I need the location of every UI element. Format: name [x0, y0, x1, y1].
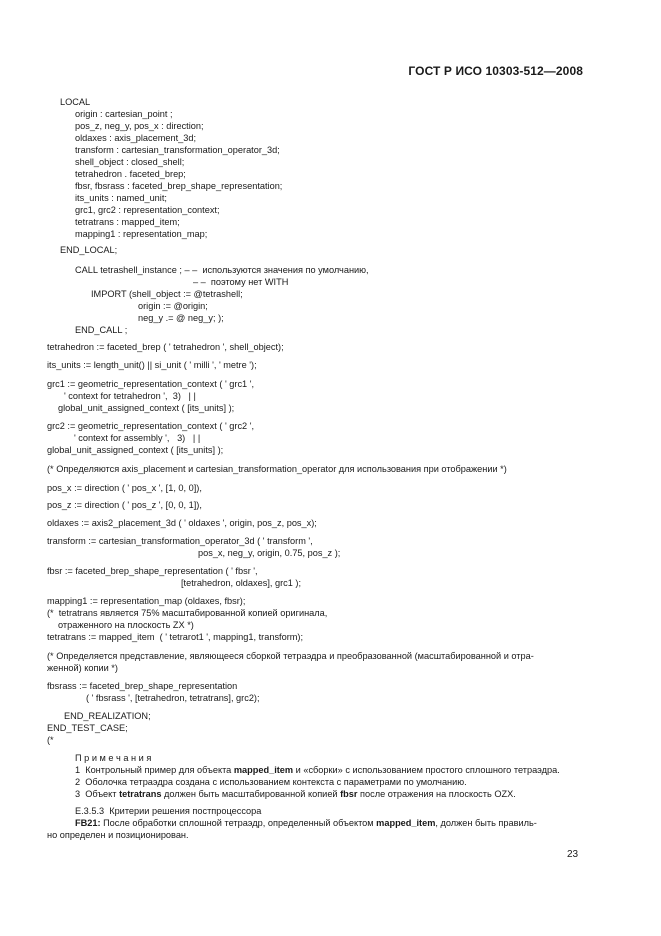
standard-header: ГОСТ Р ИСО 10303-512—2008: [408, 64, 583, 78]
code-fbsr-line-1: fbsr := faceted_brep_shape_representation ( ' fbsr ',: [47, 566, 258, 576]
code-end-local: END_LOCAL;: [60, 245, 118, 255]
local-var-line: origin : cartesian_point ;: [75, 109, 173, 119]
code-tetratrans: tetratrans := mapped_item ( ' tetrarot1 ', mapping1, transform);: [47, 632, 304, 642]
local-var-line: pos_z, neg_y, pos_x : direction;: [75, 121, 204, 131]
code-import-line-3: neg_y .= @ neg_y; );: [138, 313, 224, 323]
notes-title: П р и м е ч а н и я: [75, 753, 152, 763]
code-local: LOCAL: [60, 97, 91, 107]
code-fbsrass-line-2: ( ' fbsrass ', [tetrahedron, tetratrans], grc2);: [86, 693, 260, 703]
code-pos-x: pos_x := direction ( ' pos_x ', [1, 0, 0]),: [47, 483, 202, 493]
code-grc1-line-1: grc1 := geometric_representation_context ( ' grc1 ',: [47, 379, 255, 389]
local-var-line: fbsr, fbsrass : faceted_brep_shape_representation;: [75, 181, 283, 191]
local-var-line: shell_object : closed_shell;: [75, 157, 185, 167]
local-var-line: grc1, grc2 : representation_context;: [75, 205, 220, 215]
code-end-realization: END_REALIZATION;: [64, 711, 151, 721]
code-mapping1: mapping1 := representation_map (oldaxes, fbsr);: [47, 596, 246, 606]
local-var-line: transform : cartesian_transformation_operator_3d;: [75, 145, 280, 155]
code-grc1-line-3: global_unit_assigned_context ( [its_units] );: [58, 403, 235, 413]
local-var-line: mapping1 : representation_map;: [75, 229, 208, 239]
code-end-test-case: END_TEST_CASE;: [47, 723, 128, 733]
code-transform-line-1: transform := cartesian_transformation_operator_3d ( ' transform ',: [47, 536, 313, 546]
fb21-paragraph-line-1: FB21: После обработки сплошной тетраэдр, определенный объектом mapped_item, должен быть правиль-: [75, 818, 537, 828]
local-var-line: its_units : named_unit;: [75, 193, 167, 203]
code-grc2-line-2: ' context for assembly ', 3) | |: [74, 433, 201, 443]
fb21-paragraph-line-2: но определен и позиционирован.: [47, 830, 189, 840]
note-2: 2 Оболочка тетраэдра создана с использованием контекста с параметрами по умолчанию.: [75, 777, 467, 787]
code-import-line-2: origin := @origin;: [138, 301, 208, 311]
page-number: 23: [567, 849, 579, 860]
code-its-units: its_units := length_unit() || si_unit ( ' milli ', ' metre ');: [47, 360, 257, 370]
code-comment-3-line-2: женной) копии *): [47, 663, 118, 673]
code-comment-2-line-1: (* tetratrans является 75% масштабированной копией оригинала,: [47, 608, 328, 618]
code-grc2-line-3: global_unit_assigned_context ( [its_units] );: [47, 445, 224, 455]
code-pos-z: pos_z := direction ( ' pos_z ', [0, 0, 1]),: [47, 500, 202, 510]
code-call-line-2: – – поэтому нет WITH: [193, 277, 289, 287]
local-var-line: tetratrans : mapped_item;: [75, 217, 180, 227]
local-var-line: oldaxes : axis_placement_3d;: [75, 133, 197, 143]
code-call-line-1: CALL tetrashell_instance ; – – используются значения по умолчанию,: [75, 265, 369, 275]
local-var-line: tetrahedron . faceted_brep;: [75, 169, 186, 179]
code-end-call: END_CALL ;: [75, 325, 128, 335]
code-comment-3-line-1: (* Определяется представление, являющееся сборкой тетраэдра и преобразованной (масштабированной и отра-: [47, 651, 534, 661]
code-comment-2-line-2: отраженного на плоскость ZX *): [58, 620, 194, 630]
code-fbsr-line-2: [tetrahedron, oldaxes], grc1 );: [181, 578, 302, 588]
code-open-comment: (*: [47, 735, 54, 745]
code-import-line-1: IMPORT (shell_object := @tetrashell;: [91, 289, 243, 299]
code-tetrahedron: tetrahedron := faceted_brep ( ' tetrahedron ', shell_object);: [47, 342, 284, 352]
code-grc2-line-1: grc2 := geometric_representation_context ( ' grc2 ',: [47, 421, 255, 431]
code-transform-line-2: pos_x, neg_y, origin, 0.75, pos_z );: [198, 548, 341, 558]
note-3: 3 Объект tetratrans должен быть масштабированной копией fbsr после отражения на плоскость OZX.: [75, 789, 516, 799]
code-comment-1: (* Определяются axis_placement и cartesian_transformation_operator для использования при отображении *): [47, 464, 507, 474]
code-grc1-line-2: ' context for tetrahedron ', 3) | |: [64, 391, 196, 401]
section-heading: E.3.5.3 Критерии решения постпроцессора: [75, 806, 262, 816]
note-1: 1 Контрольный пример для объекта mapped_item и «сборки» с использованием простого сплошного тетраэдра.: [75, 765, 560, 775]
code-oldaxes: oldaxes := axis2_placement_3d ( ' oldaxes ', origin, pos_z, pos_x);: [47, 518, 317, 528]
code-fbsrass-line-1: fbsrass := faceted_brep_shape_representation: [47, 681, 238, 691]
